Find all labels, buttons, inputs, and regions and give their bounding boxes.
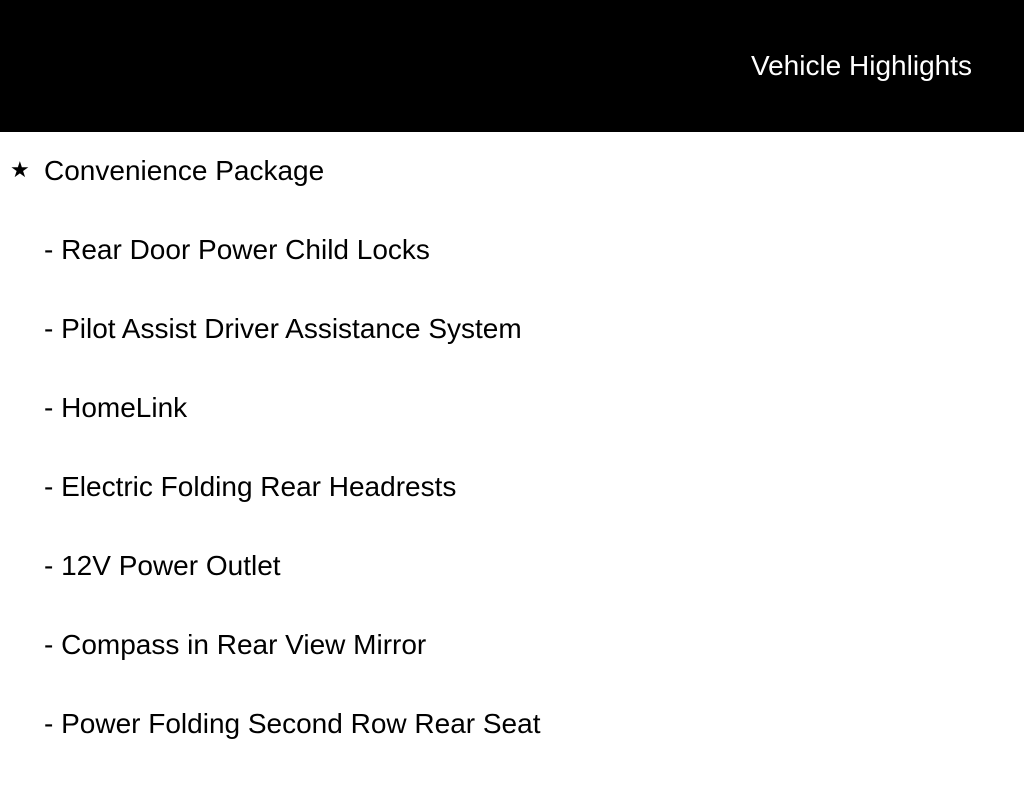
feature-item: - Pilot Assist Driver Assistance System	[44, 313, 522, 344]
feature-item: - 12V Power Outlet	[44, 550, 281, 581]
star-icon: ★	[10, 157, 30, 182]
package-heading	[0, 154, 1024, 190]
feature-list	[44, 233, 540, 786]
highlights-content	[0, 132, 1024, 768]
feature-item: - HomeLink	[44, 392, 188, 423]
feature-item: - Electric Folding Rear Headrests	[44, 471, 457, 502]
feature-item: - Compass in Rear View Mirror	[44, 629, 427, 660]
package-title: Convenience Package	[44, 155, 325, 186]
feature-item: - Power Folding Second Row Rear Seat	[44, 708, 541, 739]
page-title: Vehicle Highlights	[750, 50, 972, 81]
feature-item: - Rear Door Power Child Locks	[44, 234, 430, 265]
header-bar	[0, 0, 1024, 132]
